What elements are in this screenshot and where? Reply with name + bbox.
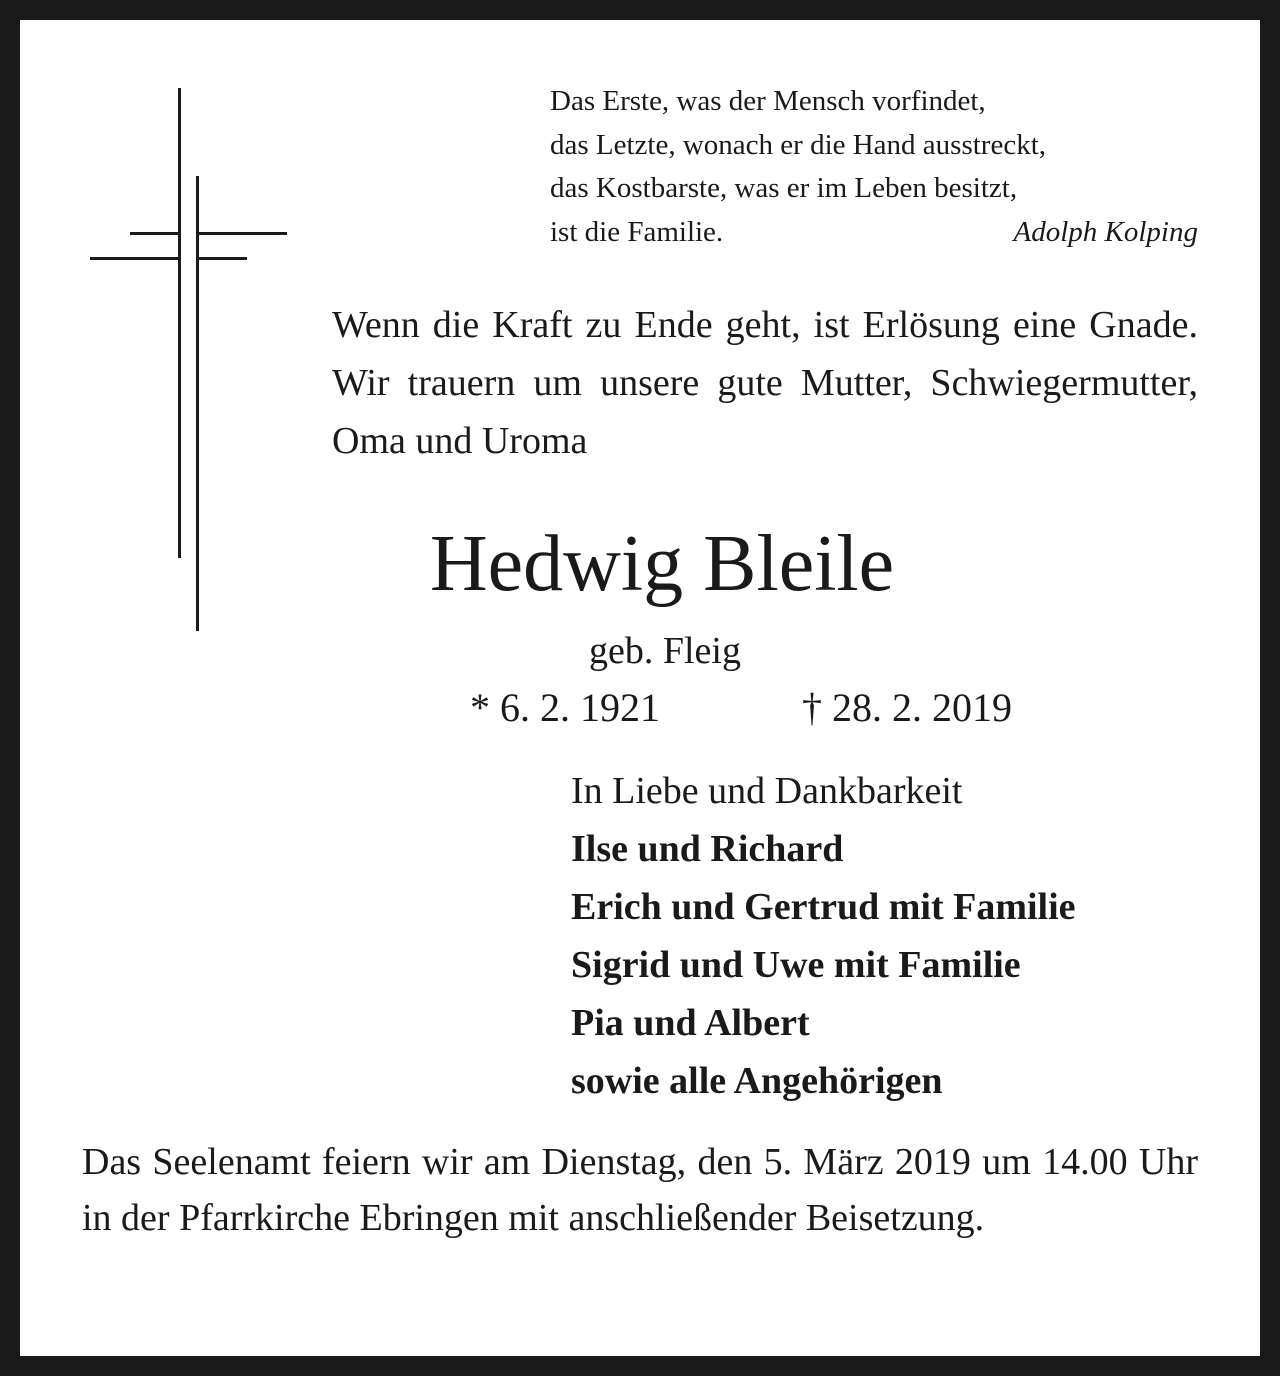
quote-line: Das Erste, was der Mensch vorfindet, (550, 85, 986, 117)
quote-line: das Letzte, wonach er die Hand ausstreckt, (550, 128, 1047, 161)
death-date: † 28. 2. 2019 (802, 685, 1012, 730)
birth-date: * 6. 2. 1921 (470, 685, 660, 730)
deceased-name: Hedwig Bleile (429, 520, 895, 608)
epitaph-quote (550, 80, 1198, 254)
obituary-notice (20, 20, 1260, 1356)
maiden-name: geb. Fleig (589, 630, 741, 672)
family-signatures (571, 762, 1211, 1110)
quote-line: das Kostbarste, was er im Leben besitzt, (550, 172, 1018, 204)
family-lead: In Liebe und Dankbarkeit (571, 770, 963, 812)
family-member: sowie alle Angehörigen (571, 1060, 943, 1102)
quote-line (550, 211, 1198, 255)
quote-author: Adolph Kolping (1013, 215, 1198, 248)
family-member: Erich und Gertrud mit Familie (571, 886, 1076, 928)
family-member: Pia und Albert (571, 1002, 810, 1044)
service-announcement: Das Seelenamt feiern wir am Dienstag, den 5. März 2019 um 14.00 Uhr in der Pfarrkirche Ebringen mit anschließender Beisetzung. (82, 1141, 1198, 1239)
quote-line-text: ist die Familie. (550, 215, 724, 248)
family-member: Sigrid und Uwe mit Familie (571, 944, 1021, 986)
family-member: Ilse und Richard (571, 828, 844, 870)
mourning-intro: Wenn die Kraft zu Ende geht, ist Erlösung eine Gnade. Wir trauern um unsere gute Mutter, Schwiegermutter, Oma und Uroma (332, 304, 1198, 462)
